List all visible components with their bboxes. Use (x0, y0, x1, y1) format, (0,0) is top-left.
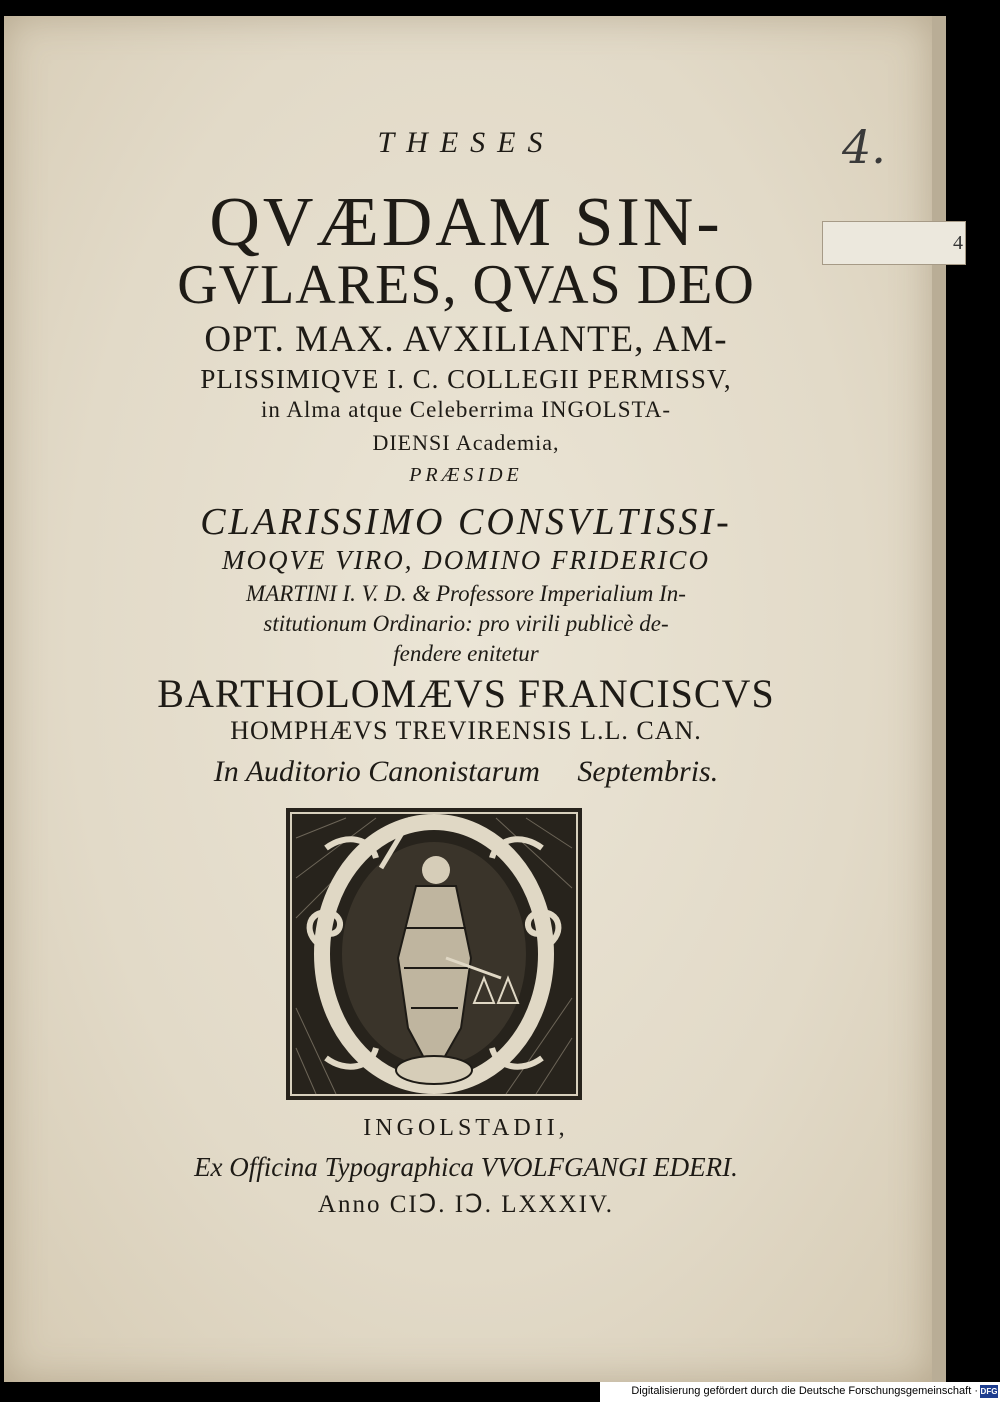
handwritten-number: 4. (842, 120, 886, 174)
title-theses: THESES (377, 126, 555, 159)
praeses-line-4: stitutionum Ordinario: pro virili publicè de- (263, 611, 669, 636)
praeses-line-3: MARTINI I. V. D. & Professore Imperialium In- (246, 581, 686, 606)
footer-bar (600, 1382, 1000, 1402)
respondent-origin: HOMPHÆVS TREVIRENSIS L.L. CAN. (230, 716, 702, 745)
praeses-line-1: CLARISSIMO CONSVLTISSI- (200, 501, 732, 543)
title-line-5: PLISSIMIQVE I. C. COLLEGII PERMISSV, (200, 364, 732, 394)
footer-text: Digitalisierung gefördert durch die Deutsche Forschungsgemeinschaft · (631, 1385, 978, 1397)
title-line-7: DIENSI Academia, (372, 430, 560, 455)
praeside-label: PRÆSIDE (409, 464, 523, 486)
title-line-2: QVÆDAM SIN- (209, 184, 723, 261)
dfg-logo[interactable]: DFG (980, 1387, 998, 1396)
title-line-6: in Alma atque Celeberrima INGOLSTA- (261, 397, 671, 422)
praeses-line-2: MOQVE VIRO, DOMINO FRIDERICO (222, 545, 710, 575)
praeses-line-5: fendere enitetur (393, 641, 539, 666)
tab-number: 4 (953, 232, 963, 254)
imprint-place: INGOLSTADII, (363, 1115, 569, 1141)
justice-figure-icon (286, 808, 582, 1100)
imprint-year: Anno CIↃ. IↃ. LXXXIV. (317, 1191, 615, 1218)
title-line-3: GVLARES, QVAS DEO (177, 254, 755, 316)
respondent-name: BARTHOLOMÆVS FRANCISCVS (157, 671, 775, 716)
title-line-4: OPT. MAX. AVXILIANTE, AM- (204, 319, 728, 360)
disputation-place: In Auditorio Canonistarum Septembris. (213, 755, 719, 788)
imprint-printer: Ex Officina Typographica VVOLFGANGI EDERI. (194, 1152, 738, 1182)
